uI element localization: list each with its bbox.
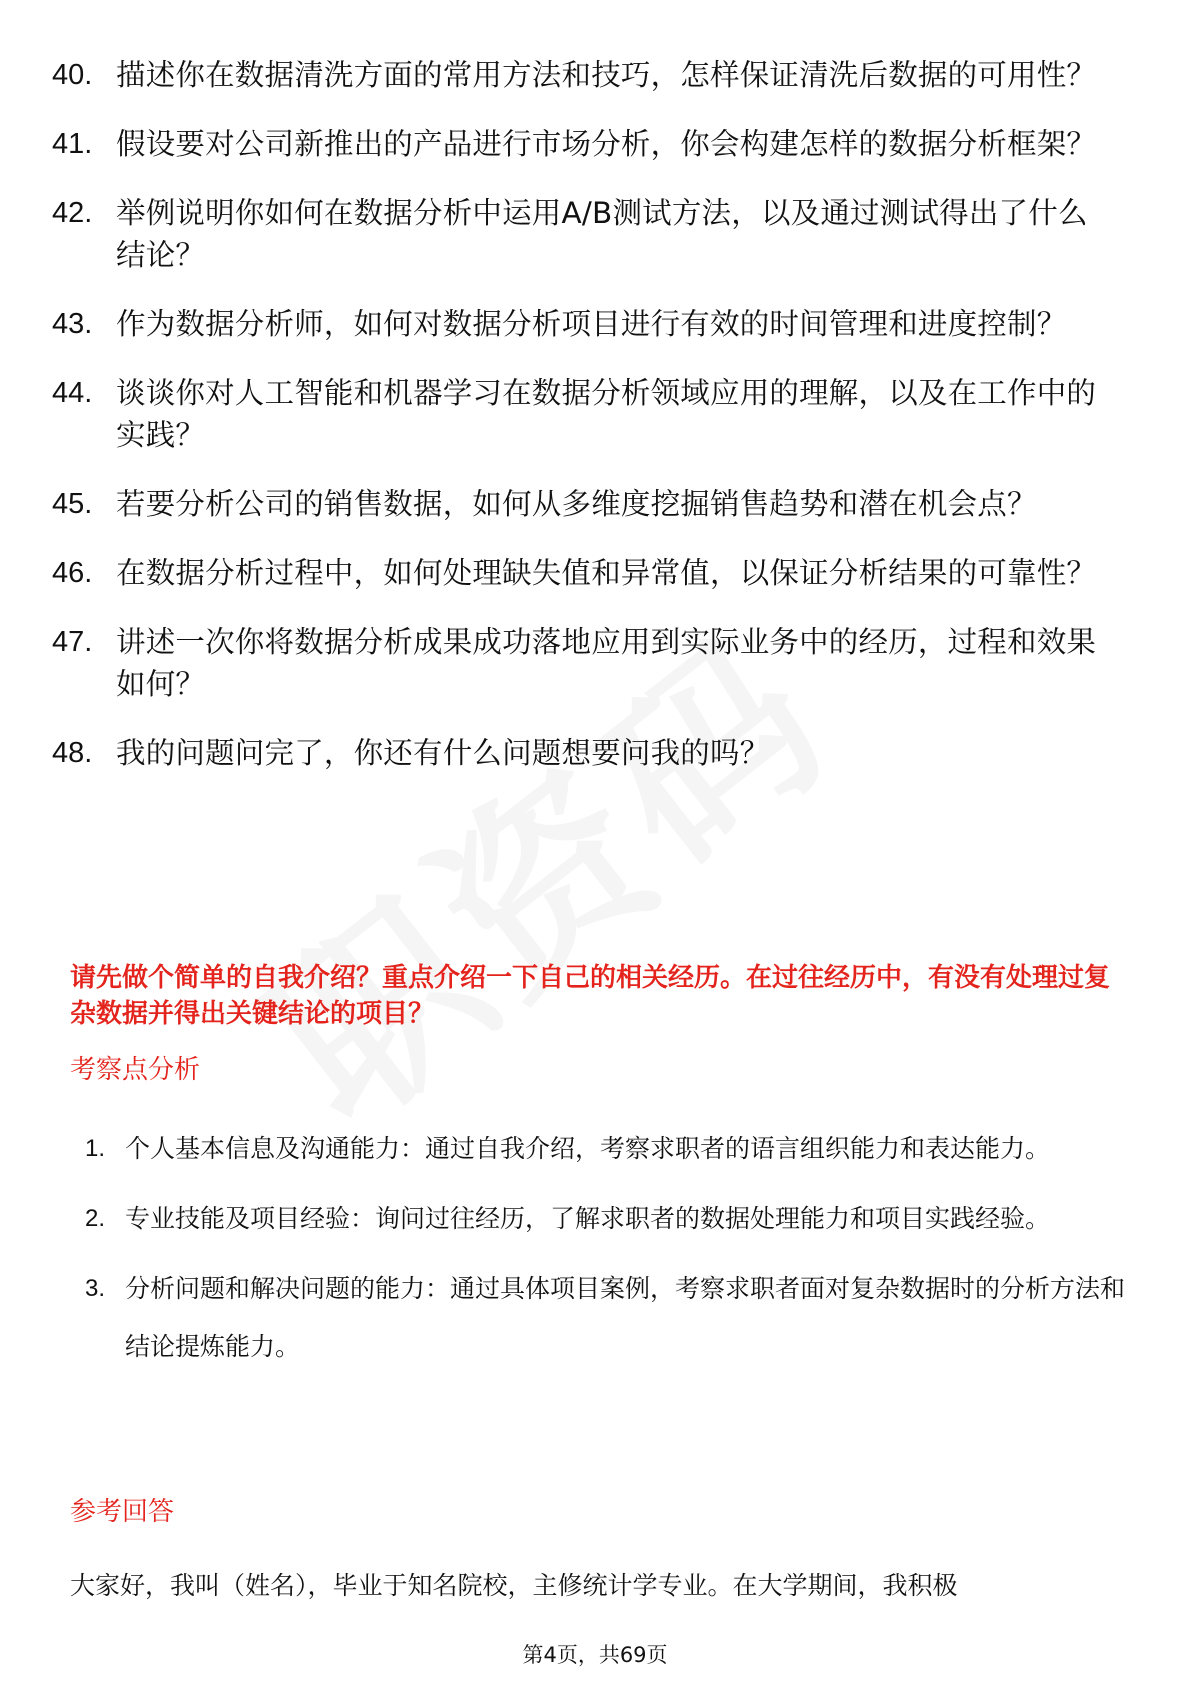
analysis-heading: 考察点分析	[70, 1055, 201, 1085]
question-number: 46.	[52, 557, 93, 589]
question-number: 47.	[52, 626, 93, 658]
analysis-item	[70, 1120, 1130, 1178]
question-number: 44.	[52, 377, 93, 409]
analysis-text: 分析问题和解决问题的能力：通过具体项目案例，考察求职者面对复杂数据时的分析方法和结论提炼能力。	[125, 1274, 1126, 1361]
question-item	[52, 552, 1132, 594]
question-item	[52, 621, 1132, 705]
question-item	[52, 483, 1132, 525]
question-text: 描述你在数据清洗方面的常用方法和技巧，怎样保证清洗后数据的可用性？	[116, 58, 1097, 92]
question-text: 谈谈你对人工智能和机器学习在数据分析领域应用的理解，以及在工作中的实践？	[116, 376, 1097, 452]
question-item	[52, 54, 1132, 96]
question-text: 在数据分析过程中，如何处理缺失值和异常值，以保证分析结果的可靠性？	[116, 556, 1097, 590]
analysis-number: 2.	[85, 1205, 106, 1232]
question-number: 40.	[52, 59, 93, 91]
question-text: 作为数据分析师，如何对数据分析项目进行有效的时间管理和进度控制？	[116, 307, 1067, 341]
question-item	[52, 372, 1132, 456]
analysis-number: 3.	[85, 1275, 106, 1302]
question-number: 48.	[52, 737, 93, 769]
question-item	[52, 123, 1132, 165]
highlight-question: 请先做个简单的自我介绍？重点介绍一下自己的相关经历。在过往经历中，有没有处理过复杂数据并得出关键结论的项目？	[70, 963, 1111, 1029]
analysis-text: 个人基本信息及沟通能力：通过自我介绍，考察求职者的语言组织能力和表达能力。	[125, 1134, 1051, 1163]
analysis-text: 专业技能及项目经验：询问过往经历，了解求职者的数据处理能力和项目实践经验。	[125, 1204, 1051, 1233]
question-number: 43.	[52, 308, 93, 340]
question-text: 我的问题问完了，你还有什么问题想要问我的吗？	[116, 736, 770, 770]
page-footer: 第4页，共69页	[522, 1643, 668, 1667]
answer-heading: 参考回答	[70, 1497, 175, 1527]
question-text: 假设要对公司新推出的产品进行市场分析，你会构建怎样的数据分析框架？	[116, 127, 1097, 161]
question-text: 举例说明你如何在数据分析中运用A/B测试方法，以及通过测试得出了什么结论？	[116, 196, 1088, 272]
question-text: 讲述一次你将数据分析成果成功落地应用到实际业务中的经历，过程和效果如何？	[116, 625, 1097, 701]
question-item	[52, 192, 1132, 276]
question-item	[52, 732, 1132, 774]
answer-text: 大家好，我叫（姓名），毕业于知名院校，主修统计学专业。在大学期间，我积极	[70, 1571, 958, 1600]
question-number: 45.	[52, 488, 93, 520]
analysis-number: 1.	[85, 1135, 106, 1162]
question-text: 若要分析公司的销售数据，如何从多维度挖掘销售趋势和潜在机会点？	[116, 487, 1037, 521]
analysis-item	[70, 1190, 1130, 1248]
analysis-list	[70, 1120, 1130, 1388]
question-list	[52, 54, 1132, 774]
question-number: 41.	[52, 128, 93, 160]
question-number: 42.	[52, 197, 93, 229]
question-item	[52, 303, 1132, 345]
analysis-item	[70, 1260, 1130, 1376]
